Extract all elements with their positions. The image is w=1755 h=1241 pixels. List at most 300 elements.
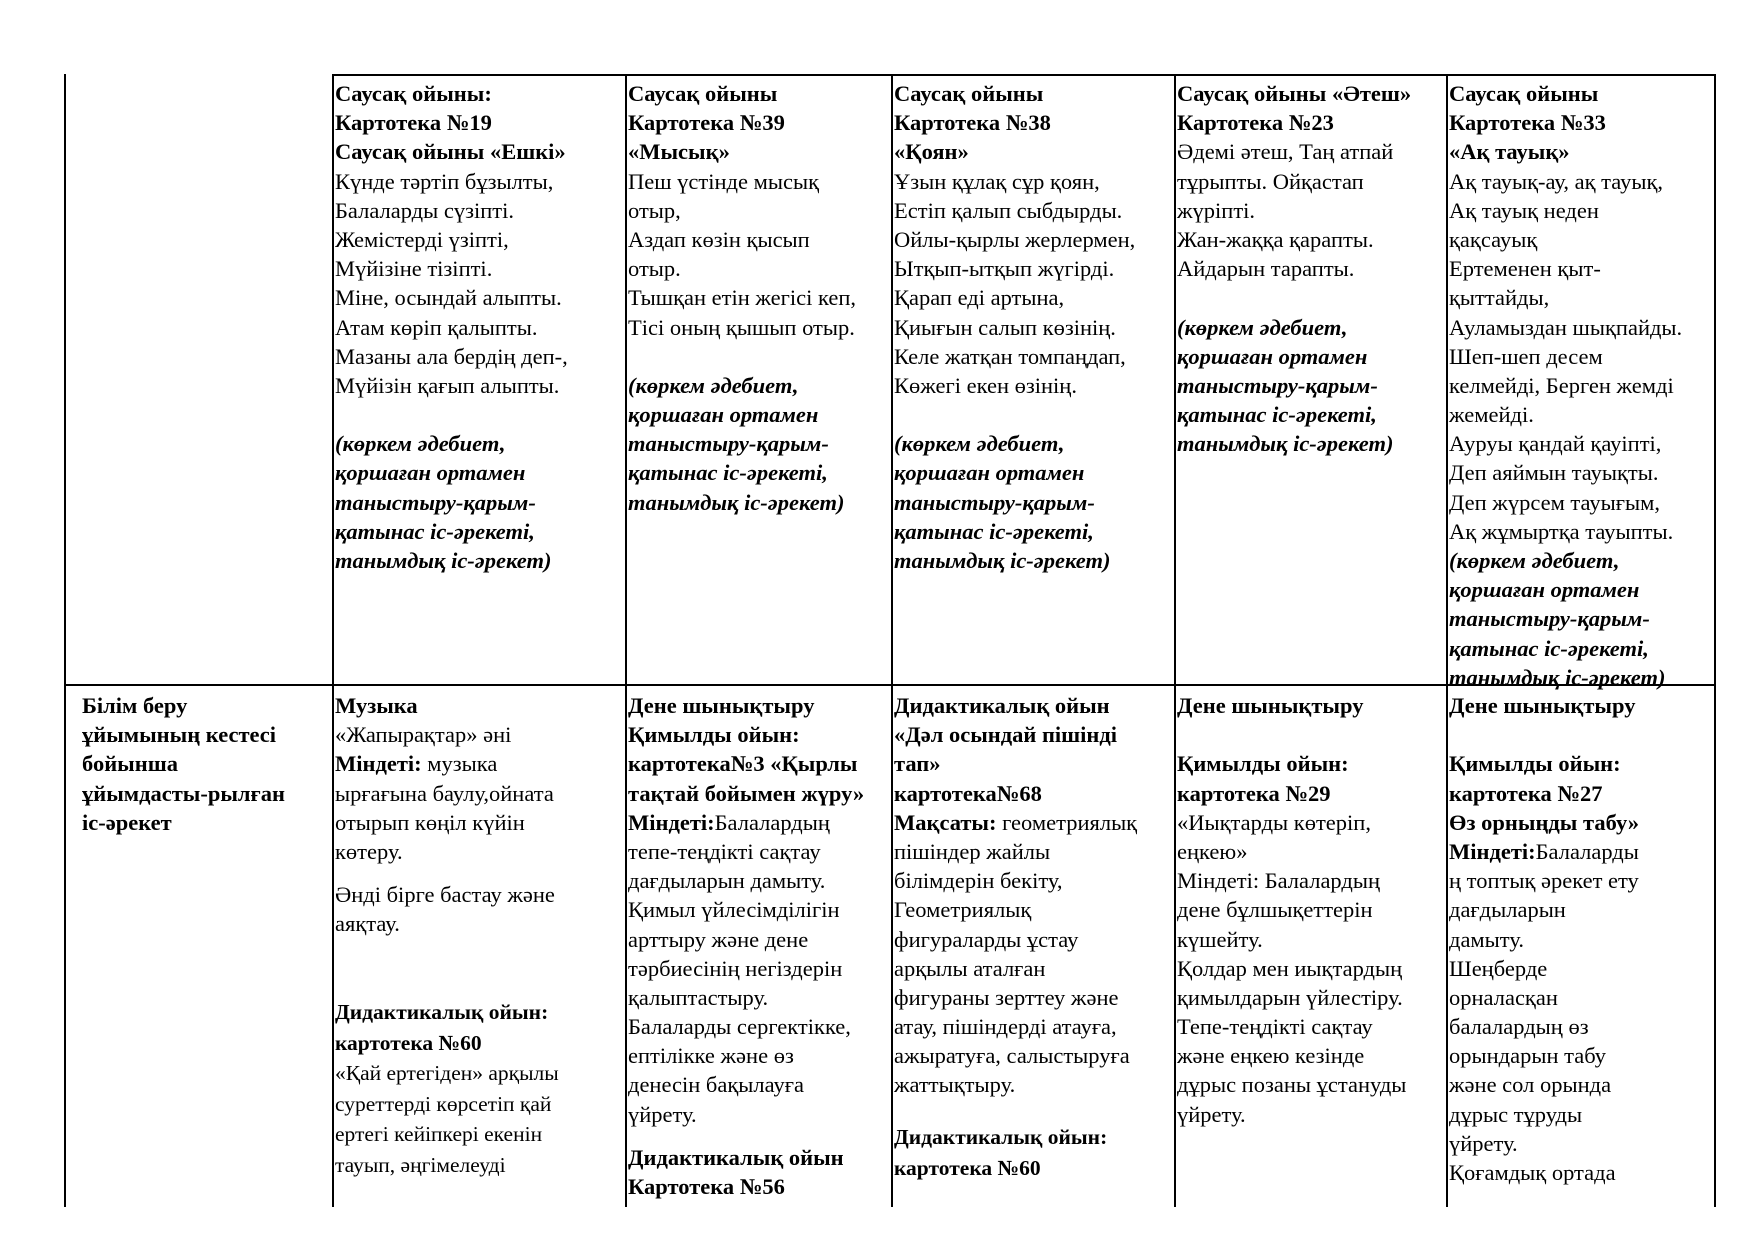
- body-text: Әнді бірге бастау және: [335, 882, 555, 908]
- body-text: ң топтық әрекет ету: [1449, 868, 1639, 894]
- text-line: [335, 997, 559, 1028]
- body-text: келмейді, Берген жемді: [1449, 372, 1674, 398]
- note-text: танымдық іс-әрекет): [1177, 431, 1394, 457]
- note-text: таныстыру-қарым-: [894, 489, 1095, 515]
- note-text: танымдық іс-әрекет): [894, 548, 1111, 573]
- bold-text: Картотека №23: [1177, 110, 1334, 136]
- body-text: Балаларды: [1535, 838, 1639, 864]
- text-line: [335, 167, 568, 196]
- bold-text: Өз орныңды табу»: [1449, 809, 1640, 835]
- body-text: Мазаны ала бердің деп-,: [335, 343, 568, 369]
- text-line: [628, 1100, 864, 1129]
- text-line: [628, 808, 864, 837]
- text-line: [628, 749, 864, 778]
- body-text: дене бұлшықеттерін: [1177, 897, 1373, 923]
- text-line: [628, 488, 856, 517]
- body-text: Ойлы-қырлы жерлермен,: [894, 226, 1136, 252]
- bold-text: Дене шынықтыру: [1177, 693, 1364, 718]
- body-text: күшейту.: [1177, 926, 1263, 952]
- row1-cell-day5: [1449, 79, 1682, 692]
- body-text: және еңкею кезінде: [1177, 1043, 1365, 1069]
- row2-cell-day1-didactic: [335, 997, 559, 1180]
- text-line: [1449, 371, 1682, 400]
- table-border-top: [332, 74, 1716, 76]
- text-line: [1177, 866, 1406, 895]
- text-line: [894, 925, 1137, 954]
- body-text: Айдарын тарапты.: [1177, 256, 1355, 282]
- text-line: [1177, 837, 1406, 866]
- text-line: [894, 342, 1135, 371]
- text-line: [628, 866, 864, 895]
- text-line: [894, 749, 1137, 778]
- body-text: тепе-теңдікті сақтау: [628, 838, 821, 864]
- text-line: [335, 749, 555, 778]
- body-text: Ауруы қандай қауіпті,: [1449, 431, 1662, 457]
- note-text: (көркем әдебиет,: [1449, 548, 1620, 573]
- table-divider-col4: [1174, 74, 1176, 1207]
- body-text: Естіп қалып сыбдырды.: [894, 197, 1123, 223]
- body-text: суреттерді көрсетіп қай: [335, 1091, 552, 1116]
- body-text: балалардың өз: [1449, 1014, 1589, 1040]
- text-line: [1449, 400, 1682, 429]
- body-text: Қоғамдық ортада: [1449, 1160, 1616, 1185]
- body-text: орналасқан: [1449, 984, 1558, 1010]
- body-text: Әдемі әтеш, Таң атпай: [1177, 139, 1394, 165]
- bold-text: «Қоян»: [894, 139, 969, 165]
- text-line: [628, 779, 864, 808]
- body-text: дамыту.: [1449, 926, 1524, 952]
- text-line: [1177, 983, 1406, 1012]
- body-text: Міне, осындай алыпты.: [335, 285, 562, 311]
- text-line: [894, 1041, 1137, 1070]
- row1-cell-day2: [628, 79, 856, 517]
- bold-text: Музыка: [335, 693, 418, 718]
- text-line: [335, 546, 568, 575]
- row2-cell-day3-didactic2: [894, 1122, 1107, 1183]
- bold-text: картотека №60: [894, 1155, 1041, 1180]
- note-text: қатынас іс-әрекеті,: [335, 518, 535, 544]
- text-line: [1449, 342, 1682, 371]
- bold-text: Саусақ ойыны: [628, 81, 778, 106]
- text-line: [335, 517, 568, 546]
- text-line: [628, 954, 864, 983]
- text-line: [628, 1012, 864, 1041]
- body-text: жүріпті.: [1177, 197, 1256, 223]
- body-text: Қарап еді артына,: [894, 285, 1065, 311]
- body-text: үйрету.: [628, 1101, 697, 1127]
- text-line: [628, 691, 864, 720]
- body-text: және сол орында: [1449, 1072, 1612, 1098]
- bold-text: картотека №29: [1177, 780, 1331, 806]
- text-line: [1177, 1100, 1406, 1129]
- row1-cell-day4: [1177, 79, 1411, 458]
- text-line: [894, 895, 1137, 924]
- body-text: Ақ жұмыртқа тауыпты.: [1449, 518, 1674, 544]
- body-text: «Жапырақтар» әні: [335, 722, 512, 748]
- body-text: ептілікке және өз: [628, 1043, 794, 1069]
- text-line: [335, 254, 568, 283]
- text-line: [335, 1119, 559, 1150]
- text-line: [628, 458, 856, 487]
- text-line: [628, 925, 864, 954]
- text-line: [894, 517, 1135, 546]
- text-line: [628, 1070, 864, 1099]
- body-text: тауып, әңгімелеуді: [335, 1152, 506, 1177]
- text-line: [628, 400, 856, 429]
- text-line: [894, 546, 1135, 575]
- body-text: ырғағына баулу,ойната: [335, 780, 554, 806]
- body-text: көтеру.: [335, 838, 403, 864]
- text-line: [1449, 808, 1639, 837]
- blank-line: [894, 400, 1135, 429]
- text-line: [894, 720, 1137, 749]
- body-text: тұрыпты. Ойқастап: [1177, 168, 1364, 194]
- text-line: [894, 1153, 1107, 1184]
- body-text: «Иықтарды көтеріп,: [1177, 809, 1371, 835]
- note-text: қатынас іс-әрекеті,: [628, 460, 828, 486]
- body-text: атау, пішіндерді атауға,: [894, 1014, 1117, 1040]
- text-line: [335, 1089, 559, 1120]
- text-line: [628, 1143, 864, 1172]
- text-line: [1449, 1012, 1639, 1041]
- text-line: [628, 254, 856, 283]
- text-line: [335, 720, 555, 749]
- body-text: Көжегі екен өзінің.: [894, 372, 1077, 398]
- body-text: Ақ тауық-ау, ақ тауық,: [1449, 168, 1664, 194]
- note-text: (көркем әдебиет,: [1177, 314, 1348, 340]
- blank-line: [628, 1129, 864, 1143]
- text-line: [335, 108, 568, 137]
- text-line: [894, 1122, 1107, 1153]
- body-text: Тышқан етін жегісі кеп,: [628, 285, 856, 311]
- body-text: Мүйізіне тізіпті.: [335, 256, 493, 282]
- body-text: Деп жүрсем тауығым,: [1449, 489, 1660, 515]
- note-text: қатынас іс-әрекеті,: [1177, 402, 1377, 428]
- bold-text: «Ақ тауық»: [1449, 139, 1570, 165]
- text-line: [1177, 167, 1411, 196]
- body-text: Деп аяймын тауықты.: [1449, 460, 1659, 486]
- body-text: отырып көңіл күйін: [335, 809, 525, 835]
- text-line: [628, 313, 856, 342]
- bold-text: Саусақ ойыны «Ешкі»: [335, 139, 566, 165]
- text-line: [1177, 925, 1406, 954]
- text-line: [1449, 575, 1682, 604]
- blank-line: [1449, 720, 1639, 749]
- bold-text: Қимылды ойын:: [1177, 751, 1349, 777]
- note-text: қоршаған ортамен: [1449, 577, 1640, 603]
- body-text: ертегі кейіпкері екенін: [335, 1122, 543, 1146]
- text-line: [1449, 925, 1639, 954]
- bold-text: Дене шынықтыру: [628, 693, 815, 718]
- blank-line: [1177, 720, 1406, 749]
- text-line: [335, 225, 568, 254]
- text-line: [628, 108, 856, 137]
- text-line: [1449, 604, 1682, 633]
- body-text: Геометриялық: [894, 897, 1032, 923]
- text-line: [1177, 1012, 1406, 1041]
- text-line: [1449, 1070, 1639, 1099]
- bold-text: ұйымының кестесі: [82, 722, 276, 748]
- bold-text: Картотека №33: [1449, 110, 1606, 136]
- text-line: [628, 895, 864, 924]
- text-line: [894, 808, 1137, 837]
- bold-text: Дене шынықтыру: [1449, 693, 1636, 718]
- body-text: Ертеменен қыт-: [1449, 256, 1601, 282]
- text-line: [82, 779, 285, 808]
- text-line: [1177, 196, 1411, 225]
- note-text: қатынас іс-әрекеті,: [894, 518, 1094, 544]
- text-line: [335, 779, 555, 808]
- text-line: [1177, 313, 1411, 342]
- body-text: қимылдарын үйлестіру.: [1177, 984, 1403, 1010]
- text-line: [82, 720, 285, 749]
- body-text: Пеш үстінде мысық: [628, 168, 819, 194]
- body-text: Ақ тауық неден: [1449, 197, 1599, 223]
- body-text: Күнде тәртіп бұзылты,: [335, 168, 554, 194]
- note-text: (көркем әдебиет,: [894, 431, 1065, 457]
- text-line: [628, 429, 856, 458]
- body-text: Қимыл үйлесімділігін: [628, 897, 840, 923]
- text-line: [628, 983, 864, 1012]
- text-line: [1449, 254, 1682, 283]
- body-text: Жемістерді үзіпті,: [335, 226, 509, 252]
- note-text: (көркем әдебиет,: [628, 372, 799, 398]
- note-text: таныстыру-қарым-: [1449, 606, 1650, 632]
- body-text: денесін бақылауға: [628, 1072, 804, 1098]
- body-text: дағдыларын: [1449, 897, 1566, 923]
- body-text: дұрыс тұруды: [1449, 1101, 1583, 1127]
- body-text: білімдерін бекіту,: [894, 868, 1063, 894]
- bold-text: Дидактикалық ойын: [894, 693, 1110, 718]
- body-text: қалыптастыру.: [628, 984, 769, 1010]
- bold-text: Картотека №56: [628, 1174, 785, 1199]
- text-line: [1449, 1100, 1639, 1129]
- text-line: [1177, 954, 1406, 983]
- table-divider-col3: [891, 74, 893, 1207]
- bold-text: Қимылды ойын:: [628, 722, 800, 748]
- text-line: [1449, 137, 1682, 166]
- body-text: жемейді.: [1449, 402, 1534, 428]
- blank-line: [335, 866, 555, 880]
- body-text: Шеңберде: [1449, 955, 1548, 981]
- text-line: [1449, 313, 1682, 342]
- text-line: [335, 808, 555, 837]
- text-line: [628, 167, 856, 196]
- row2-cell-day4: [1177, 691, 1406, 1129]
- body-text: еңкею»: [1177, 838, 1248, 864]
- text-line: [335, 837, 555, 866]
- text-line: [628, 225, 856, 254]
- bold-text: Қимылды ойын:: [1449, 751, 1621, 777]
- text-line: [1449, 983, 1639, 1012]
- body-text: геометриялық: [996, 809, 1138, 835]
- text-line: [82, 808, 285, 837]
- body-text: Тепе-теңдікті сақтау: [1177, 1014, 1373, 1040]
- row2-label-cell: [82, 691, 285, 837]
- text-line: [335, 1150, 559, 1181]
- text-line: [1449, 108, 1682, 137]
- text-line: [82, 691, 285, 720]
- note-text: (көркем әдебиет,: [335, 431, 506, 457]
- text-line: [1177, 79, 1411, 108]
- text-line: [1177, 1041, 1406, 1070]
- body-text: фигураларды ұстау: [894, 926, 1079, 952]
- note-text: танымдық іс-әрекет): [335, 548, 552, 573]
- body-text: дұрыс позаны ұстануды: [1177, 1072, 1407, 1098]
- text-line: [1449, 225, 1682, 254]
- text-line: [894, 837, 1137, 866]
- text-line: [335, 458, 568, 487]
- row1-cell-day1: [335, 79, 568, 575]
- text-line: [894, 196, 1135, 225]
- text-line: [1177, 254, 1411, 283]
- bold-text: Саусақ ойыны «Әтеш»: [1177, 81, 1412, 106]
- text-line: [1177, 808, 1406, 837]
- bold-text: «Дәл осындай пішінді: [894, 722, 1118, 748]
- text-line: [335, 1058, 559, 1089]
- row2-cell-day2: [628, 691, 864, 1201]
- bold-text: Міндеті:: [628, 809, 715, 835]
- text-line: [1177, 779, 1406, 808]
- text-line: [1449, 691, 1639, 720]
- blank-line: [335, 400, 568, 429]
- text-line: [894, 371, 1135, 400]
- text-line: [628, 1041, 864, 1070]
- text-line: [335, 1028, 559, 1059]
- body-text: арқылы аталған: [894, 955, 1046, 981]
- body-text: Балалардың: [714, 809, 830, 835]
- bold-text: Саусақ ойыны:: [335, 81, 492, 106]
- note-text: қоршаған ортамен: [335, 460, 526, 486]
- text-line: [1177, 429, 1411, 458]
- text-line: [1449, 749, 1639, 778]
- note-text: қоршаған ортамен: [894, 460, 1085, 486]
- text-line: [335, 909, 555, 938]
- body-text: Мүйізін қағып алыпты.: [335, 372, 560, 398]
- text-line: [335, 691, 555, 720]
- text-line: [335, 196, 568, 225]
- body-text: фигураны зерттеу және: [894, 984, 1119, 1010]
- bold-text: Дидактикалық ойын:: [894, 1125, 1108, 1149]
- body-text: пішіндер жайлы: [894, 838, 1051, 864]
- text-line: [335, 371, 568, 400]
- blank-line: [1177, 283, 1411, 312]
- text-line: [1177, 137, 1411, 166]
- text-line: [335, 313, 568, 342]
- body-text: Ұзын құлақ сұр қоян,: [894, 168, 1100, 194]
- note-text: қоршаған ортамен: [628, 402, 819, 428]
- text-line: [894, 866, 1137, 895]
- row2-cell-day1-music: [335, 691, 555, 939]
- table-divider-col2: [625, 74, 627, 1207]
- body-text: Тісі оның қышып отыр.: [628, 314, 855, 340]
- text-line: [1449, 196, 1682, 225]
- table-border-right: [1714, 74, 1716, 1207]
- bold-text: Саусақ ойыны: [1449, 81, 1599, 106]
- table-divider-col5: [1446, 74, 1448, 1207]
- text-line: [335, 488, 568, 517]
- text-line: [1449, 1158, 1639, 1187]
- table-divider-col1: [332, 74, 334, 1207]
- body-text: Балаларды сүзіпті.: [335, 197, 515, 223]
- text-line: [628, 283, 856, 312]
- text-line: [1449, 634, 1682, 663]
- text-line: [335, 137, 568, 166]
- bold-text: Білім беру: [82, 693, 188, 718]
- text-line: [894, 79, 1135, 108]
- text-line: [894, 167, 1135, 196]
- row1-cell-day3: [894, 79, 1135, 575]
- body-text: отыр,: [628, 197, 681, 223]
- text-line: [894, 283, 1135, 312]
- blank-line: [628, 342, 856, 371]
- text-line: [1449, 779, 1639, 808]
- text-line: [335, 880, 555, 909]
- bold-text: Картотека №19: [335, 110, 492, 136]
- bold-text: картотека №27: [1449, 780, 1603, 806]
- text-line: [1177, 400, 1411, 429]
- text-line: [1449, 283, 1682, 312]
- text-line: [894, 488, 1135, 517]
- text-line: [335, 342, 568, 371]
- body-text: тәрбиесінің негіздерін: [628, 955, 843, 981]
- text-line: [628, 1172, 864, 1201]
- text-line: [335, 283, 568, 312]
- body-text: жаттықтыру.: [894, 1072, 1016, 1098]
- bold-text: картотека№68: [894, 780, 1042, 806]
- text-line: [628, 137, 856, 166]
- bold-text: Міндеті:: [1449, 838, 1536, 864]
- body-text: Ауламыздан шықпайды.: [1449, 314, 1683, 340]
- bold-text: Картотека №39: [628, 110, 785, 136]
- row2-cell-day3-didactic: [894, 691, 1137, 1100]
- text-line: [628, 371, 856, 400]
- text-line: [1449, 429, 1682, 458]
- body-text: Қиығын салып көзінің.: [894, 314, 1116, 340]
- body-text: үйрету.: [1177, 1101, 1246, 1127]
- body-text: «Қай ертегіден» арқылы: [335, 1061, 559, 1085]
- text-line: [335, 79, 568, 108]
- text-line: [894, 1070, 1137, 1099]
- text-line: [1177, 108, 1411, 137]
- text-line: [894, 137, 1135, 166]
- text-line: [894, 458, 1135, 487]
- text-line: [1449, 1041, 1639, 1070]
- body-text: Аздап көзін қысып: [628, 226, 810, 252]
- body-text: Жан-жаққа қарапты.: [1177, 226, 1374, 252]
- bold-text: Мақсаты:: [894, 809, 997, 835]
- body-text: дағдыларын дамыту.: [628, 868, 826, 894]
- bold-text: Міндеті:: [335, 751, 422, 777]
- body-text: Ытқып-ытқып жүгірді.: [894, 256, 1115, 282]
- body-text: Шеп-шеп десем: [1449, 343, 1603, 369]
- text-line: [1177, 371, 1411, 400]
- row2-cell-day5: [1449, 691, 1639, 1187]
- note-text: таныстыру-қарым-: [335, 489, 536, 515]
- text-line: [1449, 458, 1682, 487]
- body-text: қыттайды,: [1449, 285, 1550, 311]
- text-line: [1177, 225, 1411, 254]
- text-line: [1449, 837, 1639, 866]
- text-line: [1449, 79, 1682, 108]
- bold-text: іс-әрекет: [82, 809, 172, 835]
- text-line: [628, 79, 856, 108]
- note-text: таныстыру-қарым-: [1177, 372, 1378, 398]
- bold-text: тап»: [894, 751, 941, 777]
- body-text: аяқтау.: [335, 911, 400, 937]
- body-text: Қолдар мен иықтардың: [1177, 955, 1403, 981]
- body-text: арттыру және дене: [628, 926, 809, 952]
